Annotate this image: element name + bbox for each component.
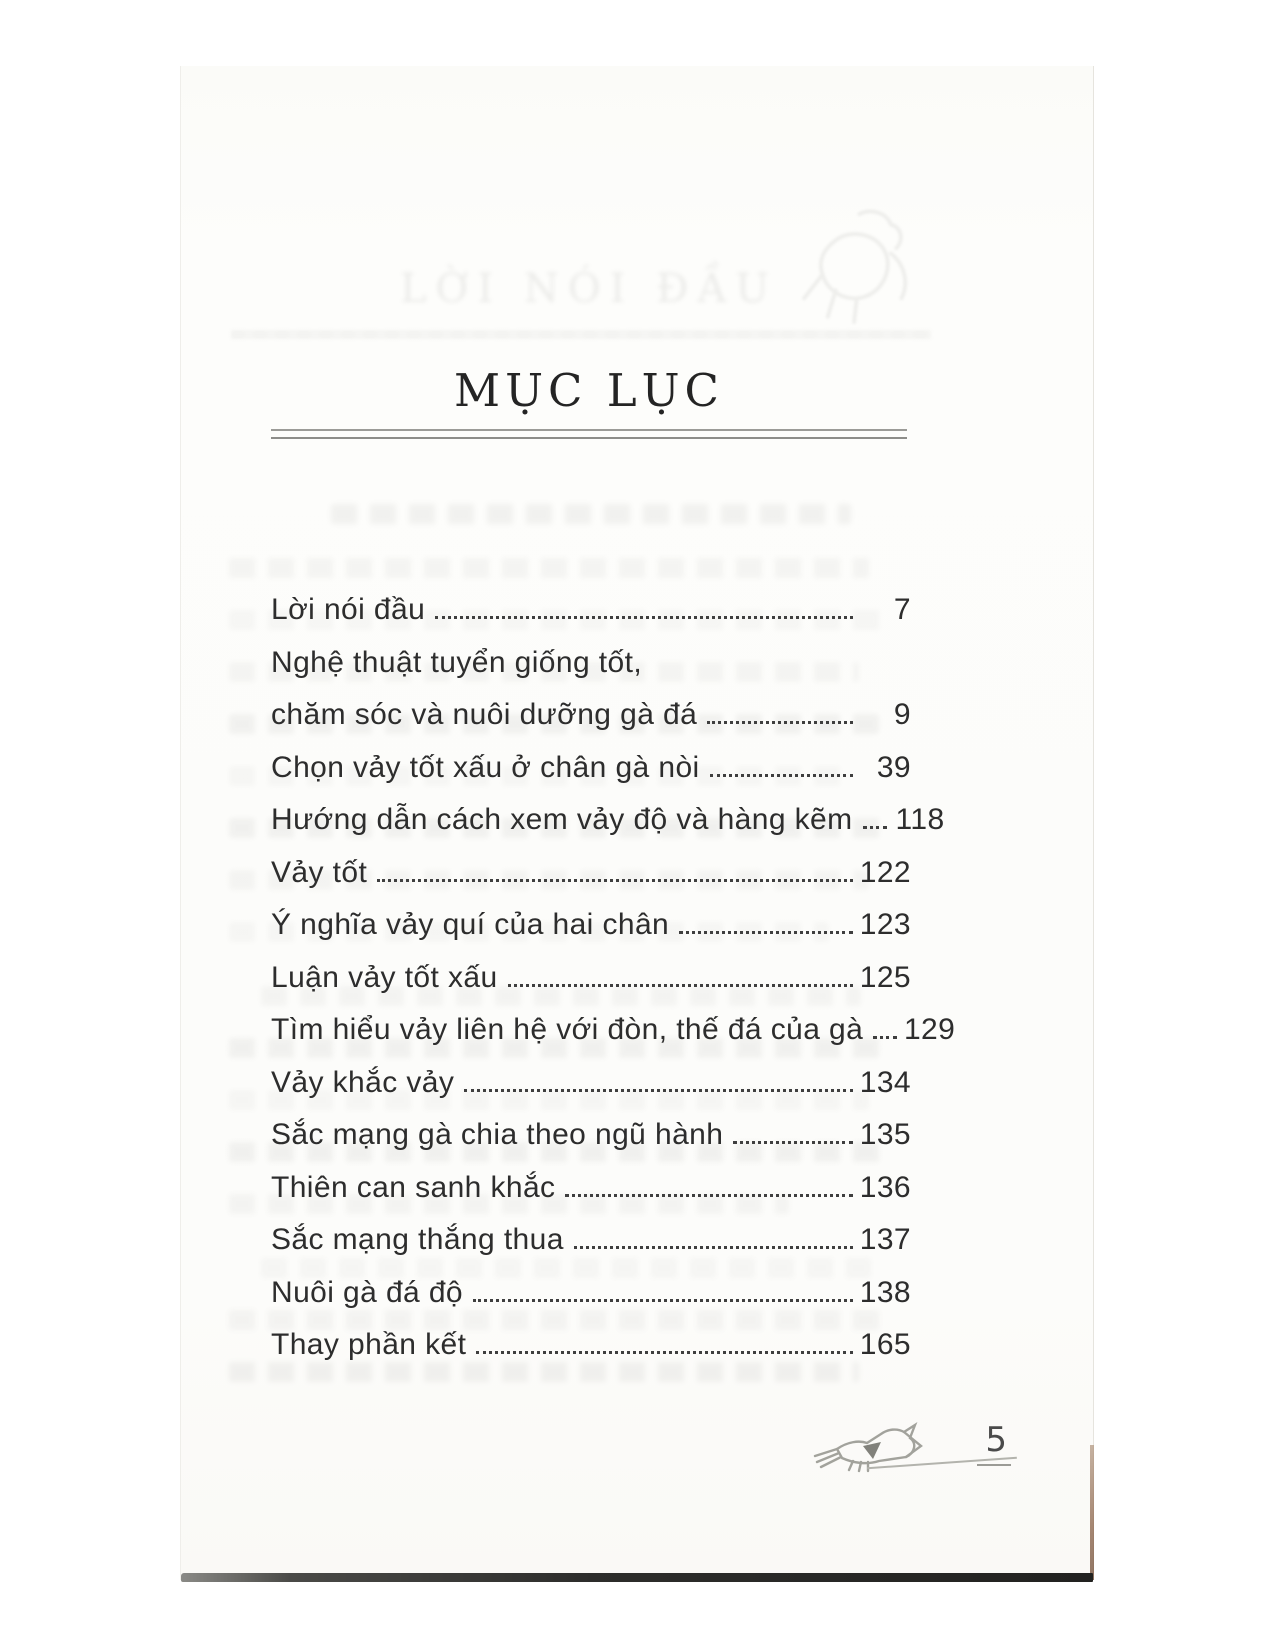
toc-row [271, 752, 911, 783]
toc-page-number: 134 [859, 1065, 911, 1099]
toc-page-number: 129 [903, 1013, 956, 1046]
dot-leader [679, 931, 853, 934]
toc-row [271, 1224, 911, 1255]
dot-leader [707, 721, 853, 724]
dot-leader [377, 879, 853, 882]
ghost-next-page-title: LỜI NÓI ĐẦU [399, 266, 779, 312]
toc-page-number: 9 [893, 698, 911, 731]
toc-entry-label: Vảy tốt [271, 855, 368, 889]
toc-row [271, 857, 911, 888]
toc-row [271, 699, 911, 730]
toc-entry-label: Thay phần kết [271, 1328, 467, 1361]
title-double-rule [271, 429, 907, 439]
toc-row [271, 1119, 911, 1150]
toc-row [271, 909, 911, 940]
toc-page-number: 138 [859, 1275, 911, 1309]
toc-entry-label: Sắc mạng gà chia theo ngũ hành [271, 1118, 724, 1151]
dot-leader [710, 774, 853, 777]
toc-row [271, 803, 945, 836]
dot-leader [508, 984, 853, 987]
toc-entry-label: Nghệ thuật tuyển giống tốt, [271, 645, 643, 679]
dot-leader [863, 826, 887, 829]
toc-row [271, 594, 911, 625]
toc-row [271, 647, 911, 678]
toc-row [271, 962, 911, 993]
page-right-edge [1090, 1445, 1094, 1580]
page-number-underline [977, 1464, 1011, 1466]
page-bottom-edge [181, 1573, 1093, 1582]
title-block [271, 364, 907, 439]
toc-row [271, 1277, 911, 1308]
toc-page-number: 135 [859, 1118, 911, 1151]
dot-leader [565, 1194, 853, 1197]
dot-leader [473, 1299, 853, 1302]
toc-entry-label: Lời nói đầu [271, 593, 426, 626]
toc-page-number: 39 [876, 750, 911, 784]
toc-page-number: 118 [895, 803, 945, 836]
toc-entry-label: Sắc mạng thắng thua [271, 1223, 564, 1256]
page-number: 5 [985, 1420, 1007, 1460]
toc-entry-label: Hướng dẫn cách xem vảy độ và hàng kẽm [271, 803, 853, 836]
toc-entry-label: Thiên can sanh khắc [271, 1170, 556, 1204]
toc-row [271, 1172, 911, 1203]
toc-row [271, 1329, 911, 1360]
toc-page-number: 122 [859, 855, 911, 889]
toc-list [271, 593, 956, 1382]
dot-leader [435, 616, 853, 619]
page-footer [809, 1412, 1019, 1482]
rooster-ghost-icon [783, 194, 941, 342]
toc-entry-label: Nuôi gà đá độ [271, 1275, 464, 1309]
toc-entry-label: Vảy khắc vảy [271, 1065, 455, 1099]
dot-leader [464, 1089, 853, 1092]
toc-entry-label: Luận vảy tốt xấu [271, 960, 498, 994]
toc-page-number: 165 [859, 1328, 911, 1361]
toc-entry-label: Chọn vảy tốt xấu ở chân gà nòi [271, 750, 700, 784]
toc-entry-label: Ý nghĩa vảy quí của hai chân [271, 908, 670, 941]
toc-entry-label: Tìm hiểu vảy liên hệ với đòn, thế đá của gà [271, 1013, 864, 1046]
page-scan [180, 66, 1094, 1580]
toc-row [271, 1067, 911, 1098]
toc-page-number: 136 [859, 1170, 911, 1204]
toc-row [271, 1013, 956, 1046]
dot-leader [873, 1036, 897, 1039]
toc-entry-label: chăm sóc và nuôi dưỡng gà đá [271, 698, 698, 731]
dot-leader [574, 1246, 853, 1249]
toc-page-number: 7 [893, 593, 911, 626]
dot-leader [476, 1351, 853, 1354]
toc-page-number: 125 [859, 960, 911, 994]
page-title: MỤC LỤC [454, 364, 724, 417]
dot-leader [733, 1141, 853, 1144]
toc-page-number: 123 [859, 908, 911, 941]
toc-page-number: 137 [859, 1223, 911, 1256]
